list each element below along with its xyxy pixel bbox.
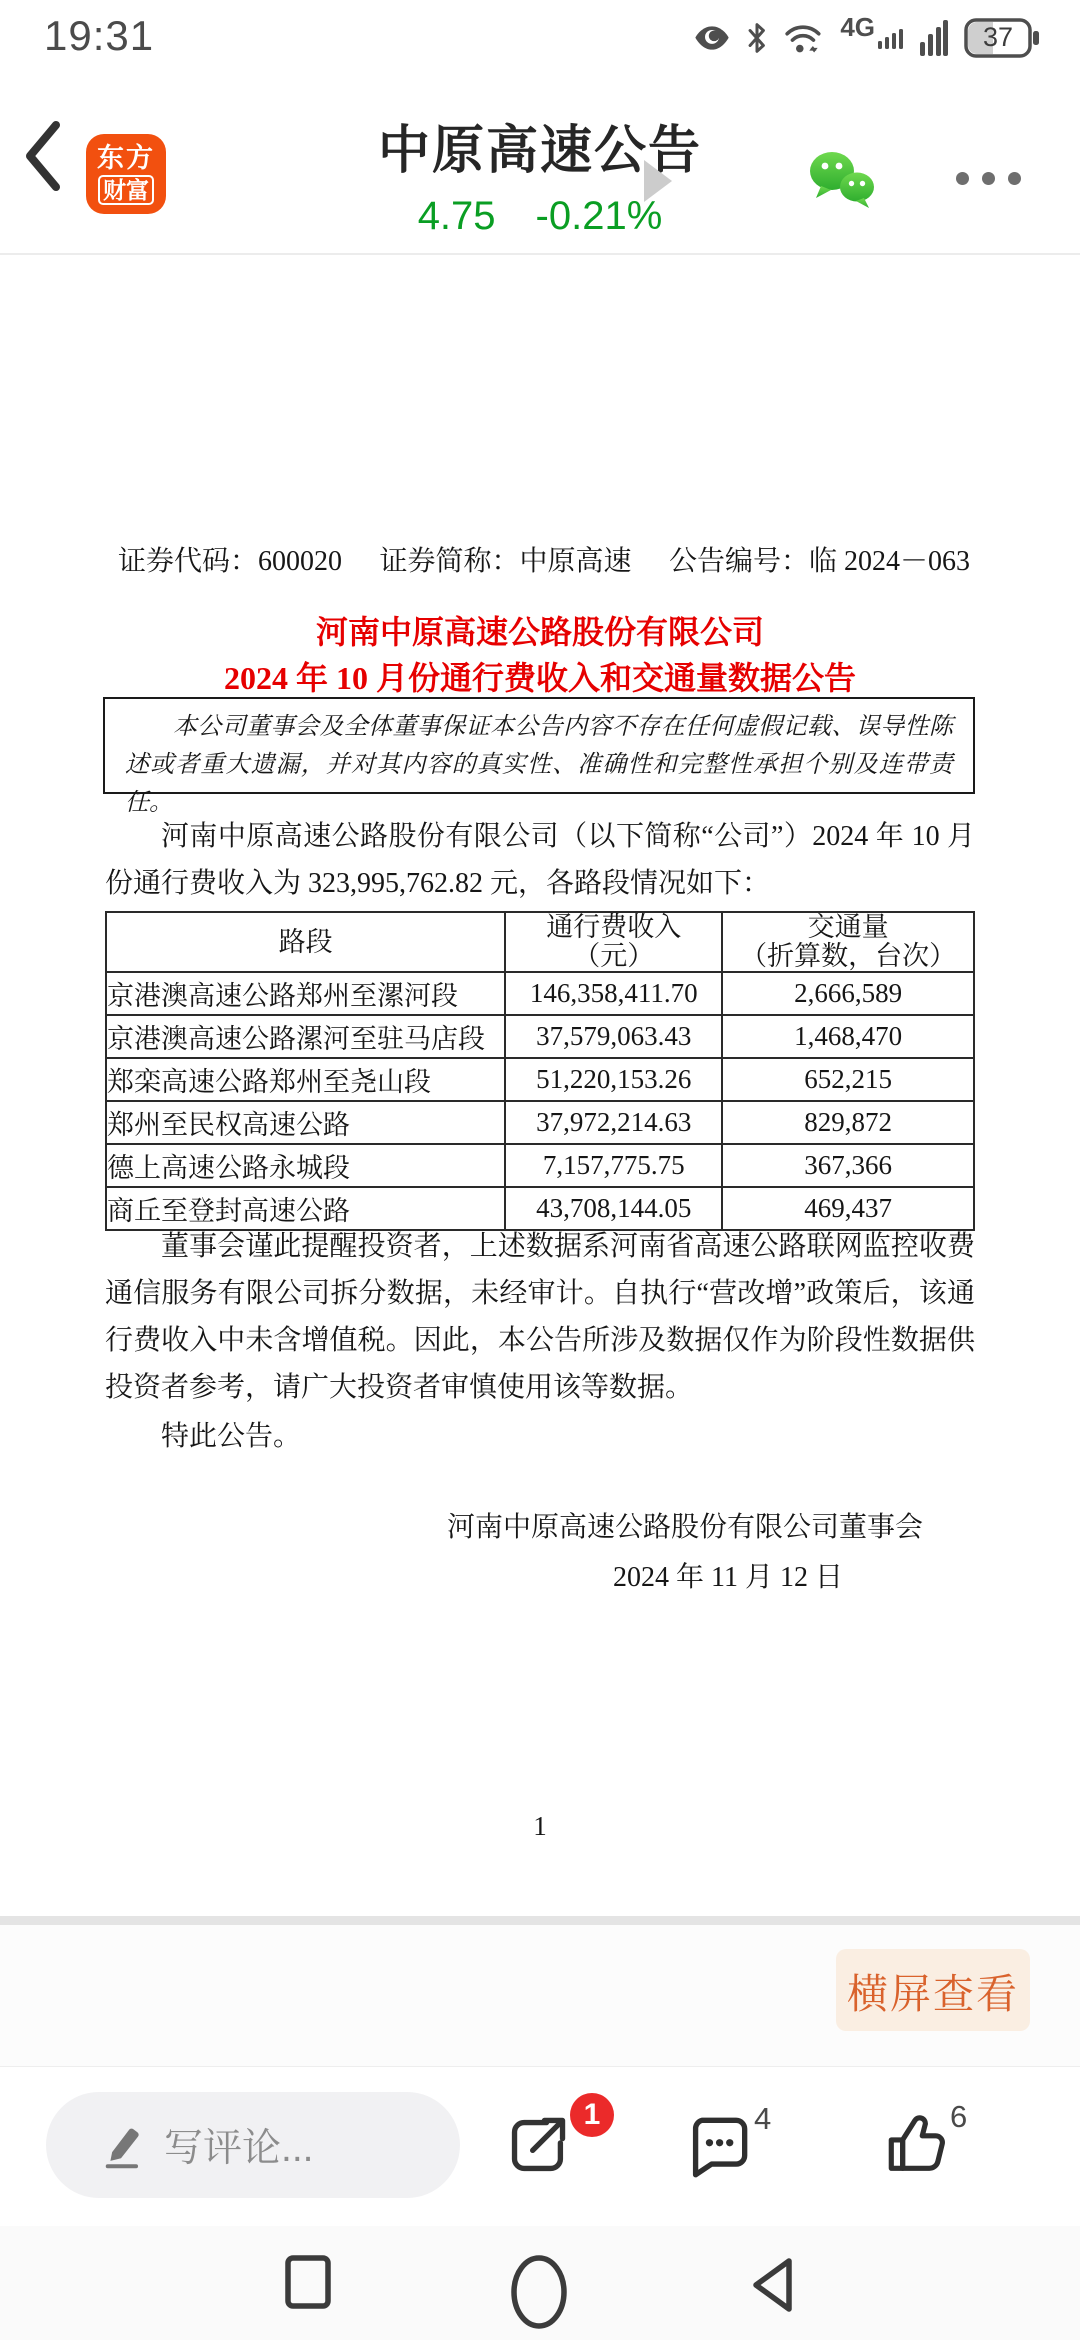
android-nav-bar — [0, 2226, 1080, 2340]
signal-bars-small-icon — [878, 27, 904, 49]
section-divider — [0, 1916, 1080, 1925]
security-code: 证券代码：600020 — [118, 546, 343, 577]
table-row — [106, 1015, 974, 1058]
comment-placeholder: 写评论... — [164, 2127, 314, 2170]
traffic-cell: 367,366 — [722, 1144, 974, 1187]
landscape-view-button[interactable]: 横屏查看 — [836, 1949, 1030, 2031]
revenue-cell: 7,157,775.75 — [505, 1144, 722, 1187]
col-header-revenue: 通行费收入 （元） — [505, 912, 722, 972]
traffic-cell: 469,437 — [722, 1187, 974, 1230]
document-toolbar — [0, 1925, 1080, 2066]
dot — [982, 172, 995, 185]
comments-button[interactable] — [686, 2115, 750, 2179]
clock: 19:31 — [44, 12, 155, 59]
revenue-cell: 43,708,144.05 — [505, 1187, 722, 1230]
table-header-row — [106, 912, 974, 972]
table-row — [106, 1144, 974, 1187]
share-badge: 1 — [570, 2093, 614, 2137]
intro-paragraph: 河南中原高速公路股份有限公司（以下简称“公司”）2024 年 10 月份通行费收入为 323,995,762.82 元，各路段情况如下： — [105, 821, 975, 899]
dot — [956, 172, 969, 185]
comment-input[interactable] — [46, 2092, 460, 2198]
comment-bar — [0, 2066, 1080, 2227]
revenue-cell: 37,972,214.63 — [505, 1101, 722, 1144]
document-meta-row — [118, 539, 970, 579]
status-icons — [694, 12, 1040, 60]
road-section-cell: 郑州至民权高速公路 — [106, 1101, 505, 1144]
network-type-label: 4G — [840, 12, 875, 42]
like-button[interactable] — [882, 2111, 946, 2175]
signature-company: 河南中原高速公路股份有限公司董事会 — [446, 1512, 923, 1543]
like-count: 6 — [950, 2099, 968, 2134]
road-section-cell: 郑栾高速公路郑州至尧山段 — [106, 1058, 505, 1101]
table-row — [106, 1101, 974, 1144]
road-section-cell: 京港澳高速公路漯河至驻马店段 — [106, 1015, 505, 1058]
page-number: 1 — [533, 1811, 547, 1841]
road-section-cell: 德上高速公路永城段 — [106, 1144, 505, 1187]
nav-back-button[interactable] — [744, 2254, 796, 2316]
cellular-4g — [840, 12, 904, 49]
announcement-document — [0, 255, 1080, 1916]
nav-recents-button[interactable] — [284, 2254, 332, 2310]
dot — [1008, 172, 1021, 185]
signature-date: 2024 年 11 月 12 日 — [613, 1562, 843, 1593]
table-row — [106, 972, 974, 1015]
board-declaration-box: 本公司董事会及全体董事保证本公告内容不存在任何虚假记载、误导性陈述或者重大遗漏，并对其内容的真实性、准确性和完整性承担个别及连带责任。 — [103, 697, 975, 794]
table-row — [106, 1058, 974, 1101]
nav-home-button[interactable] — [510, 2254, 568, 2330]
toll-table-body — [106, 972, 974, 1230]
stock-quote[interactable] — [0, 194, 1080, 239]
comment-count: 4 — [754, 2101, 772, 2136]
traffic-cell: 829,872 — [722, 1101, 974, 1144]
revenue-cell: 146,358,411.70 — [505, 972, 722, 1015]
battery-percent: 37 — [982, 22, 1014, 52]
note-paragraph: 董事会谨此提醒投资者，上述数据系河南省高速公路联网监控收费通信服务有限公司拆分数据，未经审计。自执行“营改增”政策后，该通行费收入中未含增值税。因此，本公告所涉及数据仅作为阶段性数据供投资者参考，请广大投资者审慎使用该等数据。 — [105, 1231, 975, 1403]
signal-bars-icon — [920, 20, 948, 56]
header — [0, 72, 1080, 255]
stock-price: 4.75 — [417, 194, 496, 238]
document-title-line1: 河南中原高速公路股份有限公司 — [315, 614, 764, 650]
road-section-cell: 商丘至登封高速公路 — [106, 1187, 505, 1230]
security-name: 证券简称：中原高速 — [379, 546, 632, 577]
announcement-number: 公告编号：临 2024－063 — [668, 546, 970, 577]
traffic-cell: 1,468,470 — [722, 1015, 974, 1058]
share-button[interactable] — [506, 2113, 570, 2177]
battery-icon — [964, 18, 1040, 58]
col-header-road: 路段 — [106, 912, 505, 972]
revenue-cell: 37,579,063.43 — [505, 1015, 722, 1058]
toll-data-table — [105, 911, 975, 1231]
closing-line: 特此公告。 — [161, 1421, 302, 1452]
document-title-line2: 2024 年 10 月份通行费收入和交通量数据公告 — [223, 660, 856, 696]
logo-text-bottom: 财富 — [98, 175, 154, 205]
col-header-traffic: 交通量 （折算数，台次） — [722, 912, 974, 972]
wechat-share-button[interactable] — [806, 148, 878, 210]
stock-change: -0.21% — [535, 194, 663, 238]
page-title: 中原高速公告 — [377, 122, 702, 180]
eye-icon — [694, 24, 730, 52]
pencil-icon — [98, 2118, 144, 2172]
bluetooth-icon — [746, 22, 768, 54]
traffic-cell: 652,215 — [722, 1058, 974, 1101]
road-section-cell: 京港澳高速公路郑州至漯河段 — [106, 972, 505, 1015]
traffic-cell: 2,666,589 — [722, 972, 974, 1015]
status-bar — [0, 0, 1080, 72]
wifi-icon — [784, 22, 824, 54]
more-menu-button[interactable] — [938, 156, 1038, 200]
logo-text-top: 东方 — [97, 142, 155, 173]
revenue-cell: 51,220,153.26 — [505, 1058, 722, 1101]
